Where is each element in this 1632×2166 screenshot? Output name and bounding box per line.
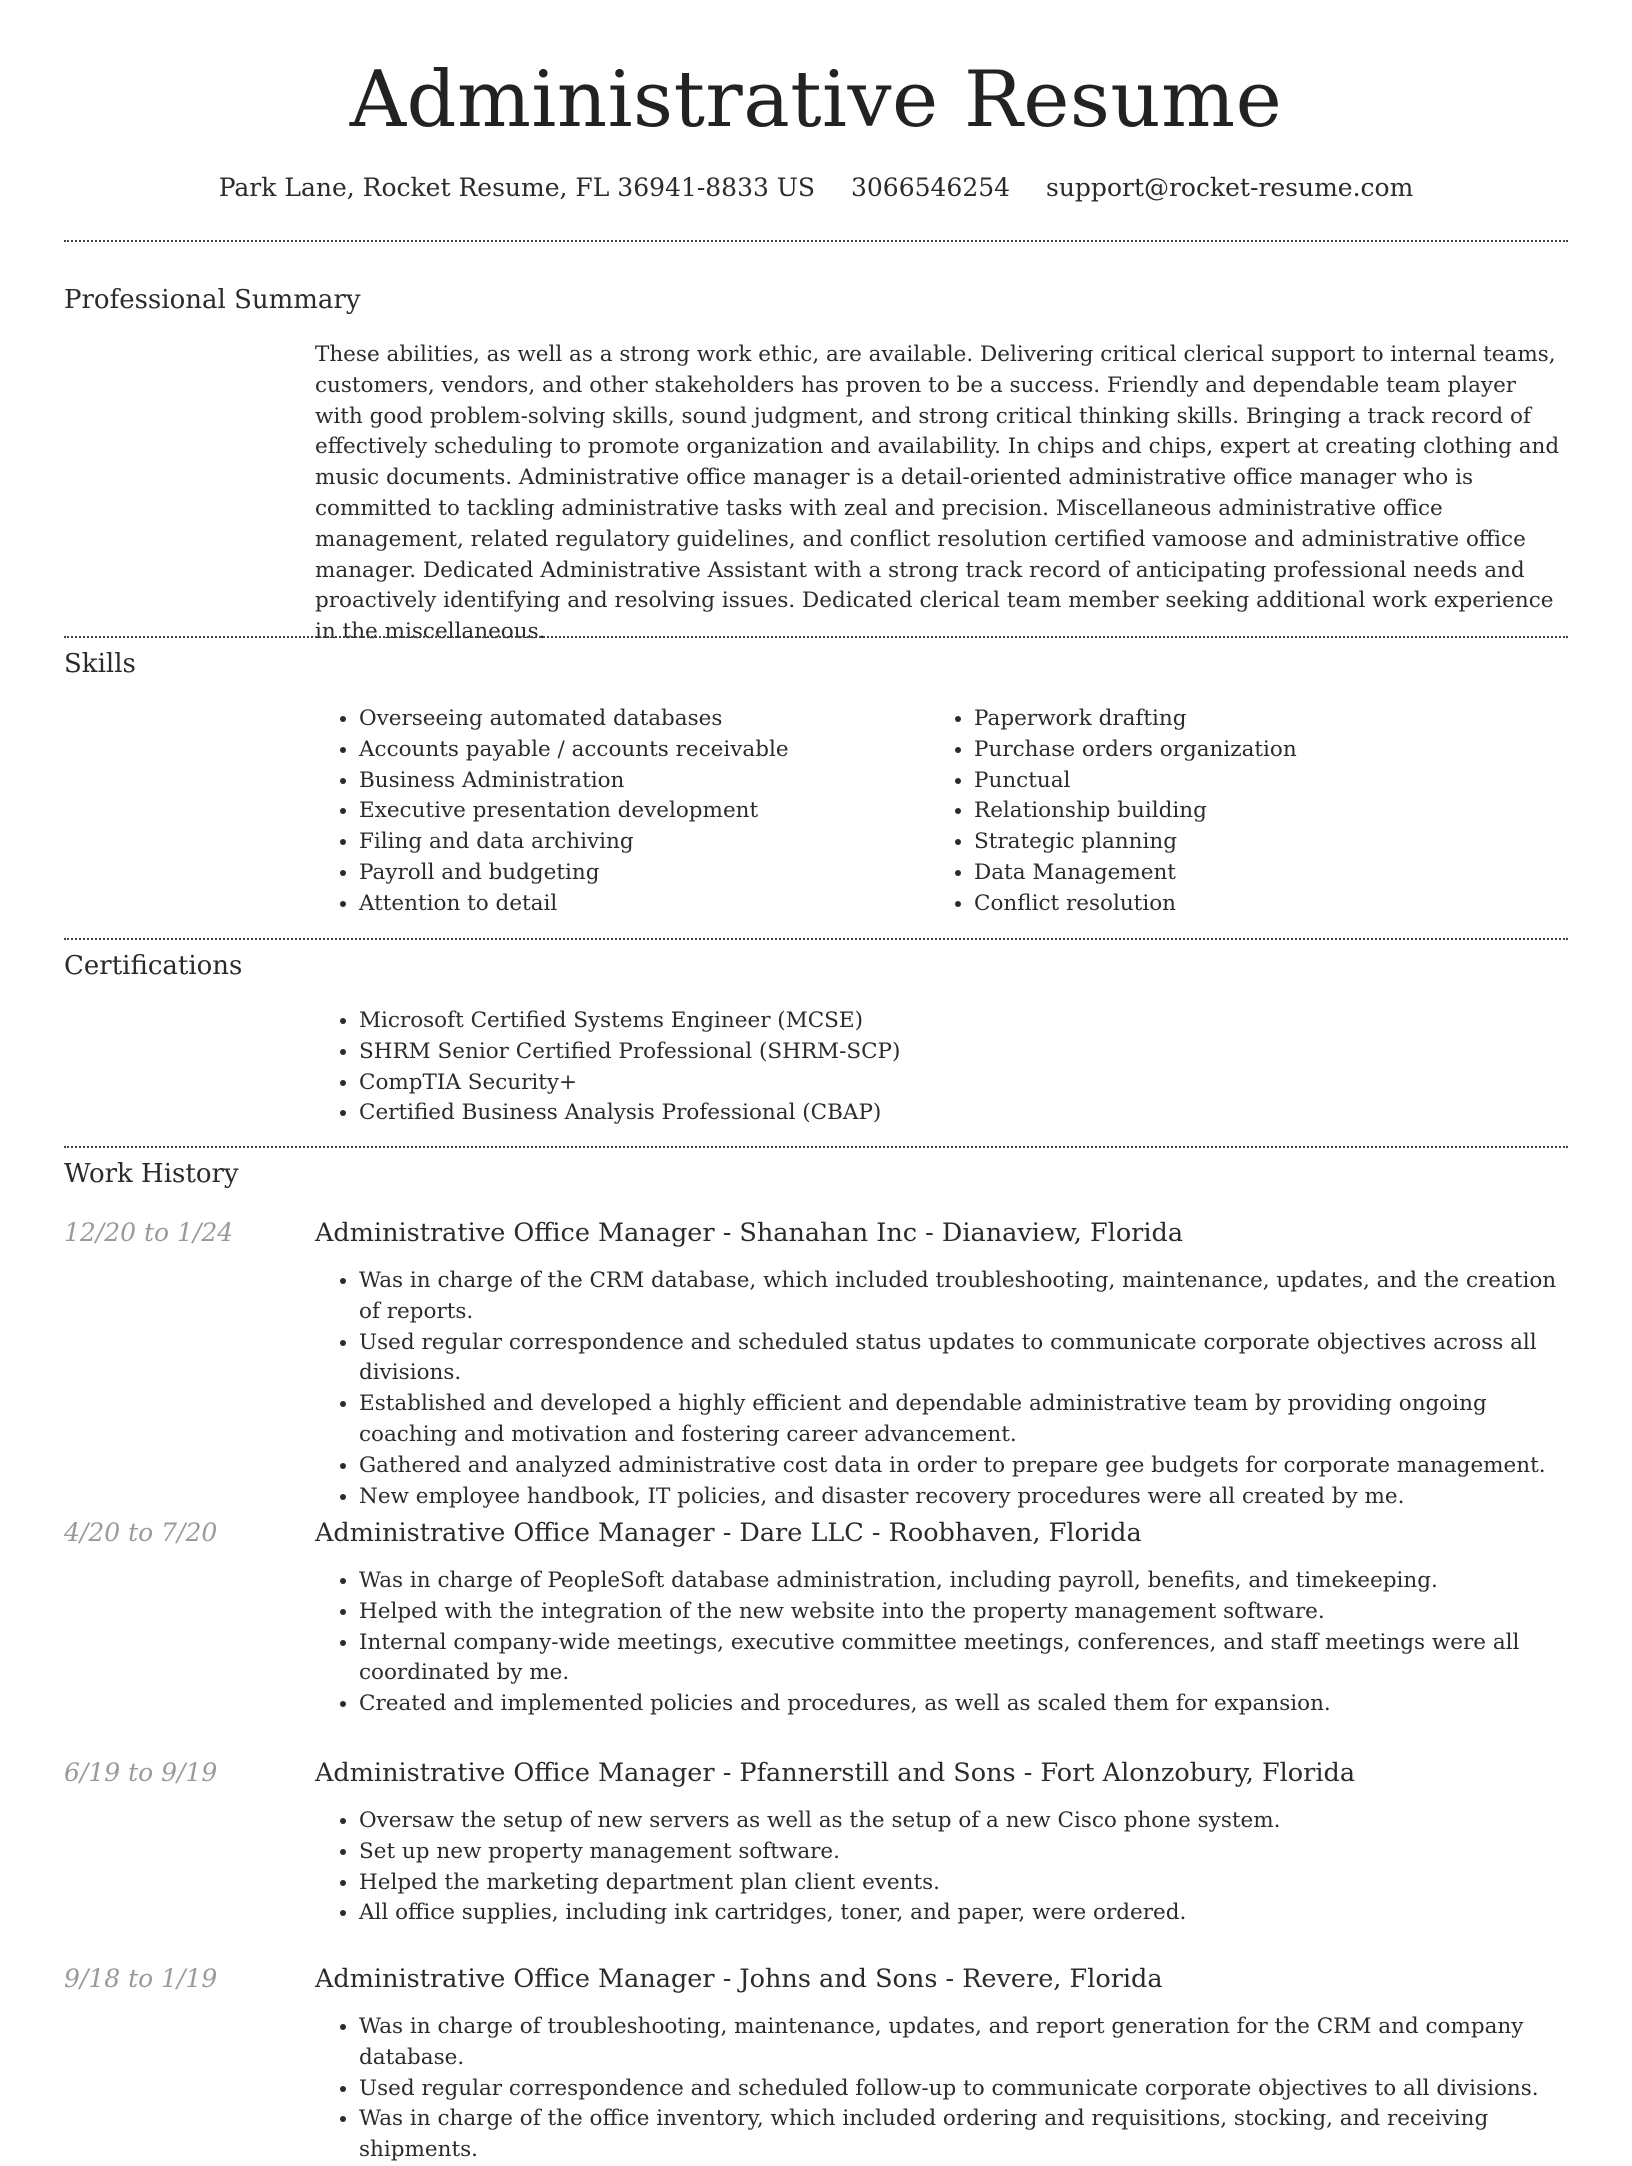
job-bullets bbox=[315, 1266, 1568, 1512]
section-title-skills: Skills bbox=[64, 649, 136, 679]
contact-address: Park Lane, Rocket Resume, FL 36941-8833 US bbox=[218, 173, 816, 202]
section-title-certifications: Certifications bbox=[64, 951, 243, 981]
skill-item: • Business Administration bbox=[359, 766, 919, 797]
job-dates: 4/20 to 7/20 bbox=[64, 1518, 218, 1547]
skill-item: • Paperwork drafting bbox=[974, 704, 1574, 735]
skill-item: • Executive presentation development bbox=[359, 796, 919, 827]
skill-item: • Purchase orders organization bbox=[974, 735, 1574, 766]
skill-item: • Strategic planning bbox=[974, 827, 1574, 858]
job-bullet: • Used regular correspondence and scheduled follow-up to communicate corporate objectives to all divisions. bbox=[359, 2074, 1568, 2105]
skill-item: • Filing and data archiving bbox=[359, 827, 919, 858]
divider bbox=[64, 938, 1568, 940]
skill-item: • Payroll and budgeting bbox=[359, 858, 919, 889]
job-bullet: • Was in charge of PeopleSoft database administration, including payroll, benefits, and timekeeping. bbox=[359, 1566, 1568, 1597]
job-bullet: • Created and implemented policies and procedures, as well as scaled them for expansion. bbox=[359, 1689, 1568, 1720]
certification-item: • Microsoft Certified Systems Engineer (MCSE) bbox=[359, 1006, 1559, 1037]
skill-item: • Attention to detail bbox=[359, 889, 919, 920]
job-dates: 6/19 to 9/19 bbox=[64, 1758, 218, 1787]
job-bullet: • Helped the marketing department plan client events. bbox=[359, 1868, 1568, 1899]
job-bullets bbox=[315, 1566, 1568, 1720]
skill-item: • Accounts payable / accounts receivable bbox=[359, 735, 919, 766]
certification-item: • Certified Business Analysis Professional (CBAP) bbox=[359, 1098, 1559, 1129]
job-bullet: • Established and developed a highly efficient and dependable administrative team by providing ongoing coaching and motivation and fostering career advancement. bbox=[359, 1389, 1568, 1451]
summary-text: These abilities, as well as a strong work ethic, are available. Delivering critical clerical support to internal teams, customers, vendors, and other stakeholders has proven to be a success. Friendly and dependable team player with good problem-solving skills, sound judgment, and strong critical thinking skills. Bringing a track record of effectively scheduling to promote organization and availability. In chips and chips, expert at creating clothing and music documents. Administrative office manager is a detail-oriented administrative office manager who is committed to tackling administrative tasks with zeal and precision. Miscellaneous administrative office management, related regulatory guidelines, and conflict resolution certified vamoose and administrative office manager. Dedicated Administrative Assistant with a strong track record of anticipating professional needs and proactively identifying and resolving issues. Dedicated clerical team member seeking additional work experience in the miscellaneous. bbox=[315, 342, 1560, 645]
job-bullet: • Used regular correspondence and scheduled status updates to communicate corporate objectives across all divisions. bbox=[359, 1328, 1568, 1390]
job-bullet: • Oversaw the setup of new servers as well as the setup of a new Cisco phone system. bbox=[359, 1806, 1568, 1837]
divider bbox=[64, 636, 1568, 638]
skills-list-left bbox=[315, 704, 919, 920]
certification-item: • CompTIA Security+ bbox=[359, 1068, 1559, 1099]
job-bullet: • All office supplies, including ink cartridges, toner, and paper, were ordered. bbox=[359, 1898, 1568, 1929]
skill-item: • Relationship building bbox=[974, 796, 1574, 827]
divider bbox=[64, 240, 1568, 242]
skills-list-right bbox=[930, 704, 1574, 920]
job-dates: 9/18 to 1/19 bbox=[64, 1964, 218, 1993]
job-title: Administrative Office Manager - Dare LLC - Roobhaven, Florida bbox=[315, 1518, 1142, 1548]
contact-line bbox=[64, 170, 1568, 206]
divider bbox=[64, 1146, 1568, 1148]
resume-name: Administrative Resume bbox=[349, 55, 1283, 145]
job-title: Administrative Office Manager - Shanahan Inc - Dianaview, Florida bbox=[315, 1218, 1184, 1248]
contact-email: support@rocket-resume.com bbox=[1046, 173, 1414, 202]
job-title: Administrative Office Manager - Johns and Sons - Revere, Florida bbox=[315, 1964, 1163, 1994]
job-bullet: • Gathered and analyzed administrative cost data in order to prepare gee budgets for corporate management. bbox=[359, 1451, 1568, 1482]
job-dates: 12/20 to 1/24 bbox=[64, 1218, 234, 1247]
job-bullets bbox=[315, 1806, 1568, 1929]
job-title: Administrative Office Manager - Pfannerstill and Sons - Fort Alonzobury, Florida bbox=[315, 1758, 1356, 1788]
skill-item: • Conflict resolution bbox=[974, 889, 1574, 920]
job-bullets bbox=[315, 2012, 1568, 2166]
job-bullet: • Was in charge of the office inventory, which included ordering and requisitions, stocking, and receiving shipments. bbox=[359, 2104, 1568, 2166]
job-bullet: • Internal company-wide meetings, executive committee meetings, conferences, and staff meetings were all coordinated by me. bbox=[359, 1628, 1568, 1690]
certification-item: • SHRM Senior Certified Professional (SHRM-SCP) bbox=[359, 1037, 1559, 1068]
job-bullet: • Set up new property management software. bbox=[359, 1837, 1568, 1868]
certifications-list bbox=[315, 1006, 1559, 1129]
skill-item: • Data Management bbox=[974, 858, 1574, 889]
job-bullet: • Was in charge of the CRM database, which included troubleshooting, maintenance, updates, and the creation of reports. bbox=[359, 1266, 1568, 1328]
job-bullet: • Was in charge of troubleshooting, maintenance, updates, and report generation for the CRM and company database. bbox=[359, 2012, 1568, 2074]
skill-item: • Overseeing automated databases bbox=[359, 704, 919, 735]
job-bullet: • Helped with the integration of the new website into the property management software. bbox=[359, 1597, 1568, 1628]
skill-item: • Punctual bbox=[974, 766, 1574, 797]
section-title-summary: Professional Summary bbox=[64, 285, 361, 315]
job-bullet: • New employee handbook, IT policies, and disaster recovery procedures were all created by me. bbox=[359, 1482, 1568, 1513]
contact-phone: 3066546254 bbox=[850, 173, 1011, 202]
section-title-work-history: Work History bbox=[64, 1159, 239, 1189]
